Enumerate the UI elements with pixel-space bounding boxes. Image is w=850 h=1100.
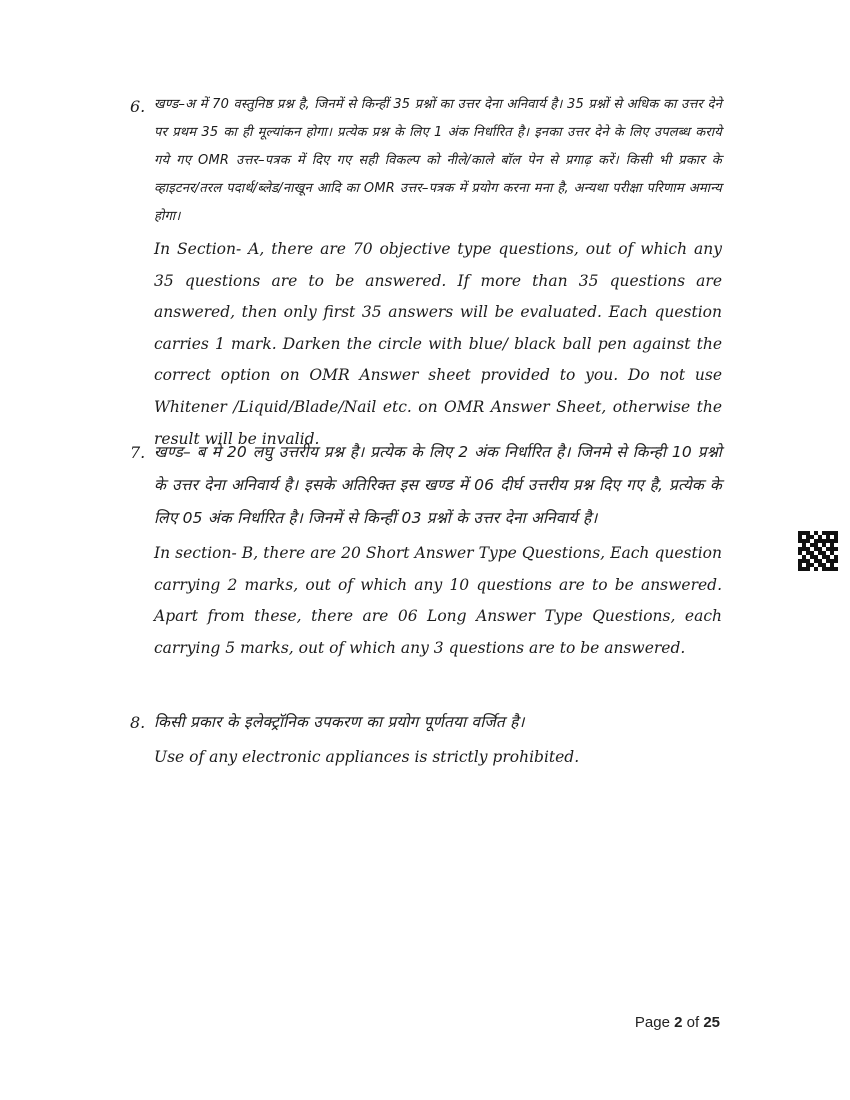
page-label: Page — [634, 1014, 670, 1031]
instruction-hindi-text: खण्ड–अ में 70 वस्तुनिष्ठ प्रश्न है, जिनमें से किन्हीं 35 प्रश्नों का उत्तर देना अनिवार्य है। 35 प्रश्नों से अधिक का उत्तर देने पर प्रथम 35 का ही मूल्यांकन होगा। प्रत्येक प्रश्न के लिए 1 अंक निर्धारित है। इनका उत्तर देने के लिए उपलब्ध कराये गये गए OMR उत्तर–पत्रक में दिए गए सही विकल्प को नीले/काले बॉल पेन से प्रगाढ़ करें। किसी भी प्रकार के व्हाइटनर/तरल पदार्थ/ब्लेड/नाखून आदि का OMR उत्तर–पत्रक में प्रयोग करना मना है, अन्यथा परीक्षा परिणाम अमान्य होगा। — [154, 97, 722, 224]
instruction-item-6 — [130, 91, 722, 455]
qr-code-icon — [798, 531, 838, 571]
instruction-english-text: In Section- A, there are 70 objective type questions, out of which any 35 questions are to be answered. If more than 35 questions are answered, then only first 35 answers will be evaluated. Each question carries 1 mark. Darken the circle with blue/ black ball pen against the correct option on OMR Answer sheet provided to you. Do not use Whitener /Liquid/Blade/Nail etc. on OMR Answer Sheet, otherwise the result will be invalid. — [154, 240, 722, 448]
item-number: 7. — [130, 443, 146, 462]
instruction-item-7 — [130, 436, 722, 664]
page-number — [635, 1014, 720, 1031]
instruction-hindi-text: खण्ड– ब मे 20 लघु उत्तरीय प्रश्न है। प्रत्येक के लिए 2 अंक निर्धारित है। जिनमे से किन्ही 10 प्रश्नो के उत्तर देना अनिवार्य है। इसके अतिरिक्त इस खण्ड में 06 दीर्घ उत्तरीय प्रश्न दिए गए है, प्रत्येक के लिए 05 अंक निर्धारित है। जिनमें से किन्हीं 03 प्रश्नों के उत्तर देना अनिवार्य है। — [154, 443, 722, 527]
page-of: of — [686, 1014, 700, 1031]
instruction-item-8 — [130, 706, 722, 774]
instruction-hindi-text: किसी प्रकार के इलेक्ट्रॉनिक उपकरण का प्रयोग पूर्णतया वर्जित है। — [154, 713, 525, 731]
item-number: 6. — [130, 97, 146, 116]
item-number: 8. — [130, 713, 146, 732]
page-total: 25 — [703, 1014, 720, 1031]
instruction-english-text: In section- B, there are 20 Short Answer Type Questions, Each question carrying 2 marks, out of which any 10 questions are to be answered. Apart from these, there are 06 Long Answer Type Questions, each carrying 5 marks, out of which any 3 questions are to be answered. — [154, 544, 722, 657]
page-current: 2 — [674, 1014, 683, 1031]
instruction-english-text: Use of any electronic appliances is strictly prohibited. — [154, 748, 580, 766]
